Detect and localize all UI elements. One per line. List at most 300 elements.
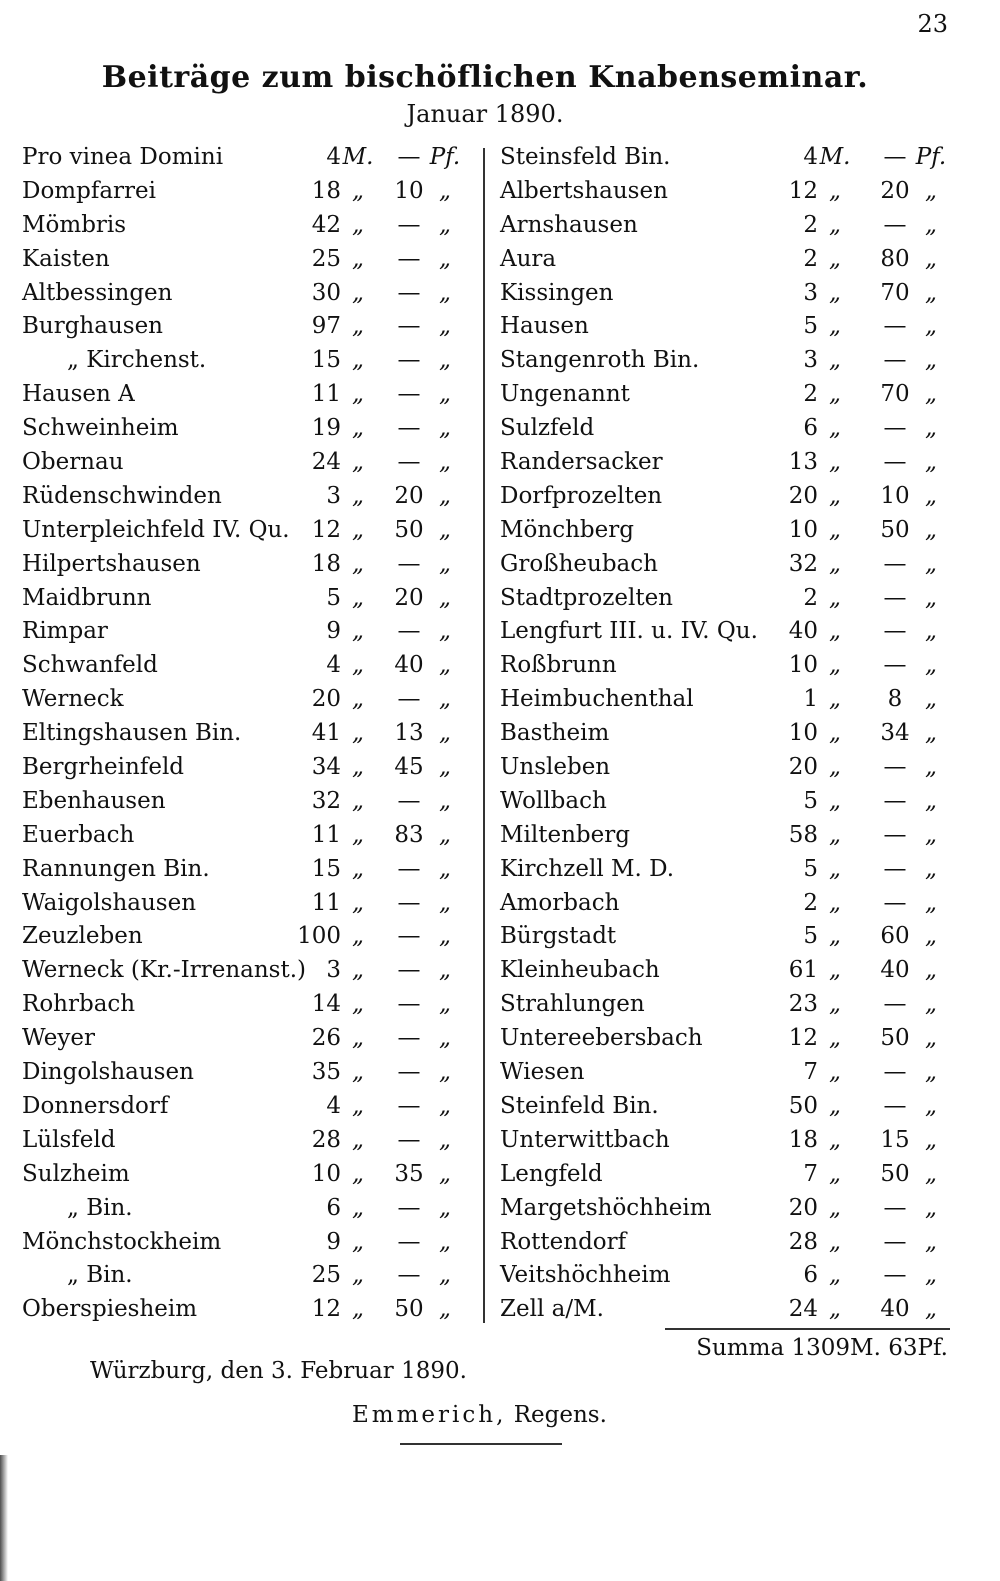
marks-unit: „ xyxy=(829,245,841,272)
list-item xyxy=(500,412,950,446)
entry-marks xyxy=(778,209,852,243)
entry-marks xyxy=(778,1226,852,1260)
entry-name: Donnersdorf xyxy=(22,1092,169,1119)
entry-name: Mömbris xyxy=(22,211,127,238)
pfennig-value: 15 xyxy=(880,1126,910,1153)
list-item xyxy=(500,954,950,988)
pfennig-unit: „ xyxy=(925,1025,937,1052)
entry-marks xyxy=(301,514,375,548)
entry-pfennig xyxy=(390,1192,462,1226)
list-item xyxy=(22,1090,472,1124)
list-item xyxy=(500,209,950,243)
marks-unit: „ xyxy=(352,754,364,781)
entry-marks xyxy=(301,1090,375,1124)
entry-marks xyxy=(778,751,852,785)
entry-pfennig xyxy=(876,412,948,446)
entry-name: Wollbach xyxy=(500,787,607,814)
list-item xyxy=(22,751,472,785)
entry-marks xyxy=(778,277,852,311)
entry-pfennig xyxy=(876,1158,948,1192)
marks-value: 4 xyxy=(326,1092,341,1119)
entry-name: Rottendorf xyxy=(500,1228,627,1255)
marks-unit: „ xyxy=(829,279,841,306)
marks-value: 50 xyxy=(788,1092,818,1119)
pfennig-unit: „ xyxy=(439,991,451,1018)
list-item xyxy=(22,243,472,277)
marks-value: 7 xyxy=(803,1160,818,1187)
marks-value: 20 xyxy=(788,1194,818,1221)
entry-pfennig xyxy=(876,1124,948,1158)
pfennig-unit: „ xyxy=(925,821,937,848)
entry-name: Amorbach xyxy=(500,889,620,916)
entry-name: Miltenberg xyxy=(500,821,630,848)
entry-marks xyxy=(778,1022,852,1056)
entry-pfennig xyxy=(390,853,462,887)
list-item xyxy=(22,209,472,243)
entry-name: Lengfeld xyxy=(500,1160,603,1187)
marks-value: 58 xyxy=(788,821,818,848)
marks-unit: „ xyxy=(829,550,841,577)
entry-name: Kaisten xyxy=(22,245,110,272)
marks-unit: „ xyxy=(829,1126,841,1153)
list-item xyxy=(22,514,472,548)
entry-name: Bastheim xyxy=(500,720,610,747)
entry-pfennig xyxy=(390,378,462,412)
pfennig-unit: „ xyxy=(925,177,937,204)
entry-marks xyxy=(778,954,852,988)
list-item xyxy=(500,548,950,582)
marks-unit: „ xyxy=(829,1296,841,1323)
entry-marks xyxy=(778,378,852,412)
entry-marks xyxy=(301,683,375,717)
pfennig-unit: „ xyxy=(439,652,451,679)
entry-marks xyxy=(301,1158,375,1192)
entry-pfennig xyxy=(390,243,462,277)
entry-pfennig xyxy=(390,514,462,548)
list-item xyxy=(22,310,472,344)
pfennig-unit: „ xyxy=(925,686,937,713)
entry-pfennig xyxy=(876,548,948,582)
list-item xyxy=(22,785,472,819)
pfennig-value: — xyxy=(883,652,907,679)
pfennig-value: — xyxy=(397,144,421,170)
entry-name: Zeuzleben xyxy=(22,923,143,950)
entry-marks xyxy=(301,1293,375,1327)
entry-pfennig xyxy=(876,954,948,988)
pfennig-unit: „ xyxy=(925,652,937,679)
pfennig-unit: „ xyxy=(925,245,937,272)
marks-unit: „ xyxy=(352,177,364,204)
pfennig-unit: „ xyxy=(925,211,937,238)
marks-value: 19 xyxy=(311,415,341,442)
pfennig-unit: „ xyxy=(439,1262,451,1289)
marks-unit: „ xyxy=(352,787,364,814)
pfennig-unit: „ xyxy=(925,482,937,509)
pfennig-unit: „ xyxy=(439,618,451,645)
entry-marks xyxy=(778,785,852,819)
marks-unit: „ xyxy=(829,449,841,476)
entry-marks xyxy=(301,853,375,887)
pfennig-value: — xyxy=(397,1194,421,1221)
entry-marks xyxy=(778,1293,852,1327)
marks-value: 3 xyxy=(326,482,341,509)
pfennig-value: — xyxy=(883,821,907,848)
pfennig-unit: „ xyxy=(439,855,451,882)
entry-marks xyxy=(778,344,852,378)
marks-unit: M. xyxy=(819,144,851,170)
marks-value: 6 xyxy=(803,1262,818,1289)
pfennig-unit: „ xyxy=(925,347,937,374)
marks-value: 5 xyxy=(803,855,818,882)
entry-pfennig xyxy=(390,412,462,446)
entry-marks xyxy=(301,887,375,921)
marks-unit: „ xyxy=(829,652,841,679)
entry-marks xyxy=(778,1259,852,1293)
pfennig-unit: „ xyxy=(925,313,937,340)
pfennig-value: — xyxy=(397,245,421,272)
list-item xyxy=(500,1226,950,1260)
entry-pfennig xyxy=(390,1022,462,1056)
pfennig-unit: „ xyxy=(439,1092,451,1119)
marks-unit: „ xyxy=(829,821,841,848)
entry-name: Kirchzell M. D. xyxy=(500,855,675,882)
marks-unit: „ xyxy=(352,211,364,238)
marks-value: 11 xyxy=(311,821,341,848)
entry-marks xyxy=(301,988,375,1022)
pfennig-unit: „ xyxy=(439,1228,451,1255)
marks-unit: „ xyxy=(352,855,364,882)
entry-marks xyxy=(778,1124,852,1158)
pfennig-unit: „ xyxy=(439,1059,451,1086)
page-subtitle: Januar 1890. xyxy=(406,100,564,128)
marks-value: 12 xyxy=(311,516,341,543)
entry-pfennig xyxy=(390,548,462,582)
entry-marks xyxy=(301,582,375,616)
pfennig-value: — xyxy=(883,347,907,374)
pfennig-unit: „ xyxy=(439,1126,451,1153)
list-item xyxy=(22,615,472,649)
marks-unit: „ xyxy=(829,720,841,747)
list-item xyxy=(22,988,472,1022)
list-item xyxy=(22,1293,472,1327)
list-item xyxy=(500,920,950,954)
entry-marks xyxy=(778,310,852,344)
entry-name: Wiesen xyxy=(500,1059,585,1086)
pfennig-value: — xyxy=(883,1059,907,1086)
pfennig-unit: „ xyxy=(925,1262,937,1289)
right-column xyxy=(500,141,950,1327)
marks-value: 4 xyxy=(803,144,818,170)
entry-pfennig xyxy=(390,582,462,616)
marks-value: 15 xyxy=(311,347,341,374)
entry-name: Veitshöchheim xyxy=(500,1262,671,1289)
entry-name: Waigolshausen xyxy=(22,889,197,916)
entry-name: Arnshausen xyxy=(500,211,638,238)
list-item xyxy=(500,819,950,853)
pfennig-value: 13 xyxy=(394,720,424,747)
pfennig-value: 40 xyxy=(880,957,910,984)
marks-unit: „ xyxy=(352,1262,364,1289)
marks-value: 24 xyxy=(788,1296,818,1323)
marks-unit: M. xyxy=(342,144,374,170)
entry-name: Stadtprozelten xyxy=(500,584,673,611)
pfennig-value: — xyxy=(883,618,907,645)
list-item xyxy=(22,582,472,616)
entry-pfennig xyxy=(876,853,948,887)
entry-pfennig xyxy=(876,819,948,853)
pfennig-value: 20 xyxy=(394,482,424,509)
marks-unit: „ xyxy=(829,754,841,781)
entry-pfennig xyxy=(876,649,948,683)
entry-name: Unsleben xyxy=(500,754,611,781)
pfennig-value: — xyxy=(397,550,421,577)
entry-pfennig xyxy=(390,480,462,514)
marks-unit: „ xyxy=(829,381,841,408)
list-item xyxy=(22,1192,472,1226)
entry-marks xyxy=(301,480,375,514)
pfennig-value: 80 xyxy=(880,245,910,272)
entry-pfennig xyxy=(390,209,462,243)
entry-name: Sulzheim xyxy=(22,1160,130,1187)
pfennig-value: — xyxy=(397,855,421,882)
marks-unit: „ xyxy=(829,347,841,374)
entry-marks xyxy=(778,649,852,683)
entry-pfennig xyxy=(876,887,948,921)
entry-marks xyxy=(301,344,375,378)
pfennig-unit: „ xyxy=(439,889,451,916)
entry-marks xyxy=(778,1090,852,1124)
pfennig-value: — xyxy=(883,1228,907,1255)
marks-value: 13 xyxy=(788,449,818,476)
entry-name: Lülsfeld xyxy=(22,1126,116,1153)
entry-pfennig xyxy=(390,1259,462,1293)
list-item xyxy=(22,649,472,683)
pfennig-unit: „ xyxy=(439,1194,451,1221)
marks-unit: „ xyxy=(829,584,841,611)
pfennig-unit: „ xyxy=(925,855,937,882)
entry-name: Margetshöchheim xyxy=(500,1194,712,1221)
entry-pfennig xyxy=(876,785,948,819)
entry-pfennig xyxy=(876,378,948,412)
entry-pfennig xyxy=(876,582,948,616)
signature-rule xyxy=(400,1443,562,1445)
page-number: 23 xyxy=(917,10,948,38)
marks-value: 6 xyxy=(326,1194,341,1221)
list-item xyxy=(500,683,950,717)
entry-pfennig xyxy=(876,988,948,1022)
pfennig-value: 45 xyxy=(394,754,424,781)
list-item xyxy=(22,480,472,514)
entry-pfennig xyxy=(876,717,948,751)
entry-pfennig xyxy=(390,751,462,785)
marks-unit: „ xyxy=(352,1126,364,1153)
pfennig-unit: „ xyxy=(925,1228,937,1255)
entry-marks xyxy=(301,954,375,988)
entry-pfennig xyxy=(390,1226,462,1260)
entry-marks xyxy=(297,920,375,954)
marks-value: 23 xyxy=(788,991,818,1018)
entry-name: Ungenannt xyxy=(500,381,630,408)
marks-value: 9 xyxy=(326,618,341,645)
entry-marks xyxy=(778,683,852,717)
entry-marks xyxy=(301,548,375,582)
entry-name: Werneck (Kr.-Irrenanst.) xyxy=(22,957,306,984)
marks-unit: „ xyxy=(352,1194,364,1221)
pfennig-value: — xyxy=(397,1059,421,1086)
pfennig-unit: „ xyxy=(925,787,937,814)
entry-pfennig xyxy=(876,615,948,649)
marks-value: 20 xyxy=(311,686,341,713)
entry-marks xyxy=(301,649,375,683)
pfennig-value: — xyxy=(397,211,421,238)
entry-pfennig xyxy=(390,1293,462,1327)
marks-unit: „ xyxy=(352,618,364,645)
pfennig-value: — xyxy=(883,550,907,577)
entry-name: Untereebersbach xyxy=(500,1025,703,1052)
pfennig-value: — xyxy=(397,347,421,374)
entry-name: Sulzfeld xyxy=(500,415,595,442)
entry-pfennig xyxy=(390,175,462,209)
list-item xyxy=(22,819,472,853)
marks-value: 2 xyxy=(803,584,818,611)
marks-value: 24 xyxy=(311,449,341,476)
list-item xyxy=(22,717,472,751)
entry-marks xyxy=(778,920,852,954)
entry-pfennig xyxy=(876,141,948,175)
pfennig-unit: „ xyxy=(439,177,451,204)
marks-value: 2 xyxy=(803,381,818,408)
pfennig-value: — xyxy=(883,1092,907,1119)
entry-name: Maidbrunn xyxy=(22,584,152,611)
signature-name: Emmerich, xyxy=(352,1402,507,1428)
marks-unit: „ xyxy=(352,889,364,916)
summa-line xyxy=(696,1335,948,1361)
entry-pfennig xyxy=(876,446,948,480)
entry-marks xyxy=(301,446,375,480)
pfennig-unit: „ xyxy=(439,1025,451,1052)
summa-label: Summa xyxy=(696,1335,785,1361)
marks-unit: „ xyxy=(829,889,841,916)
marks-unit: „ xyxy=(352,821,364,848)
pfennig-unit: „ xyxy=(439,923,451,950)
entry-pfennig xyxy=(390,954,462,988)
pfennig-unit: „ xyxy=(439,415,451,442)
marks-value: 5 xyxy=(803,923,818,950)
pfennig-value: 50 xyxy=(394,516,424,543)
list-item xyxy=(500,514,950,548)
pfennig-unit: „ xyxy=(439,821,451,848)
list-item xyxy=(500,446,950,480)
entry-marks xyxy=(301,615,375,649)
page-title: Beiträge zum bischöflichen Knabenseminar. xyxy=(101,60,869,95)
entry-marks xyxy=(778,988,852,1022)
marks-value: 14 xyxy=(311,991,341,1018)
entry-name: Altbessingen xyxy=(22,279,173,306)
pfennig-value: — xyxy=(883,313,907,340)
list-item xyxy=(500,887,950,921)
entry-pfennig xyxy=(390,344,462,378)
list-item xyxy=(22,378,472,412)
marks-value: 2 xyxy=(803,211,818,238)
list-item xyxy=(500,1259,950,1293)
pfennig-value: — xyxy=(397,1228,421,1255)
marks-value: 4 xyxy=(326,144,341,170)
marks-unit: „ xyxy=(352,1025,364,1052)
pfennig-value: — xyxy=(397,449,421,476)
entry-pfennig xyxy=(876,1056,948,1090)
list-item xyxy=(500,1056,950,1090)
pfennig-unit: „ xyxy=(439,279,451,306)
pfennig-value: — xyxy=(397,686,421,713)
entry-pfennig xyxy=(876,683,948,717)
pfennig-unit: „ xyxy=(439,482,451,509)
pfennig-value: 83 xyxy=(394,821,424,848)
entry-name: Zell a/M. xyxy=(500,1296,604,1323)
entry-name: Steinfeld Bin. xyxy=(500,1092,659,1119)
entry-marks xyxy=(778,717,852,751)
marks-value: 4 xyxy=(326,652,341,679)
summa-mark-unit: M. xyxy=(850,1335,881,1361)
pfennig-unit: „ xyxy=(925,415,937,442)
marks-unit: „ xyxy=(829,313,841,340)
marks-value: 12 xyxy=(788,1025,818,1052)
marks-unit: „ xyxy=(352,415,364,442)
entry-marks xyxy=(778,446,852,480)
list-item xyxy=(500,1090,950,1124)
pfennig-unit: „ xyxy=(439,245,451,272)
pfennig-value: — xyxy=(397,415,421,442)
marks-value: 2 xyxy=(803,245,818,272)
marks-value: 10 xyxy=(788,516,818,543)
marks-value: 12 xyxy=(788,177,818,204)
entry-pfennig xyxy=(876,1090,948,1124)
place-date: Würzburg, den 3. Februar 1890. xyxy=(90,1358,467,1384)
entry-marks xyxy=(301,1124,375,1158)
entry-name: Dorfprozelten xyxy=(500,482,663,509)
marks-unit: „ xyxy=(829,957,841,984)
entry-marks xyxy=(778,175,852,209)
pfennig-value: — xyxy=(397,279,421,306)
entry-pfennig xyxy=(390,920,462,954)
entry-pfennig xyxy=(876,1192,948,1226)
entry-marks xyxy=(301,243,375,277)
entry-pfennig xyxy=(390,1124,462,1158)
entry-marks xyxy=(301,141,375,175)
marks-value: 97 xyxy=(311,313,341,340)
signature-role: Regens. xyxy=(513,1402,607,1428)
marks-unit: „ xyxy=(352,1059,364,1086)
marks-unit: „ xyxy=(352,347,364,374)
entry-pfennig xyxy=(390,1056,462,1090)
pfennig-unit: „ xyxy=(439,381,451,408)
pfennig-value: — xyxy=(397,1025,421,1052)
pfennig-unit: „ xyxy=(925,1059,937,1086)
entry-marks xyxy=(778,819,852,853)
entry-pfennig xyxy=(390,446,462,480)
pfennig-unit: „ xyxy=(925,754,937,781)
entry-marks xyxy=(778,412,852,446)
marks-value: 3 xyxy=(803,347,818,374)
marks-value: 18 xyxy=(788,1126,818,1153)
pfennig-value: — xyxy=(883,144,907,170)
marks-value: 41 xyxy=(311,720,341,747)
marks-value: 3 xyxy=(803,279,818,306)
marks-unit: „ xyxy=(829,415,841,442)
entry-pfennig xyxy=(876,751,948,785)
marks-value: 1 xyxy=(803,686,818,713)
list-item xyxy=(22,344,472,378)
entry-name: Burghausen xyxy=(22,313,163,340)
